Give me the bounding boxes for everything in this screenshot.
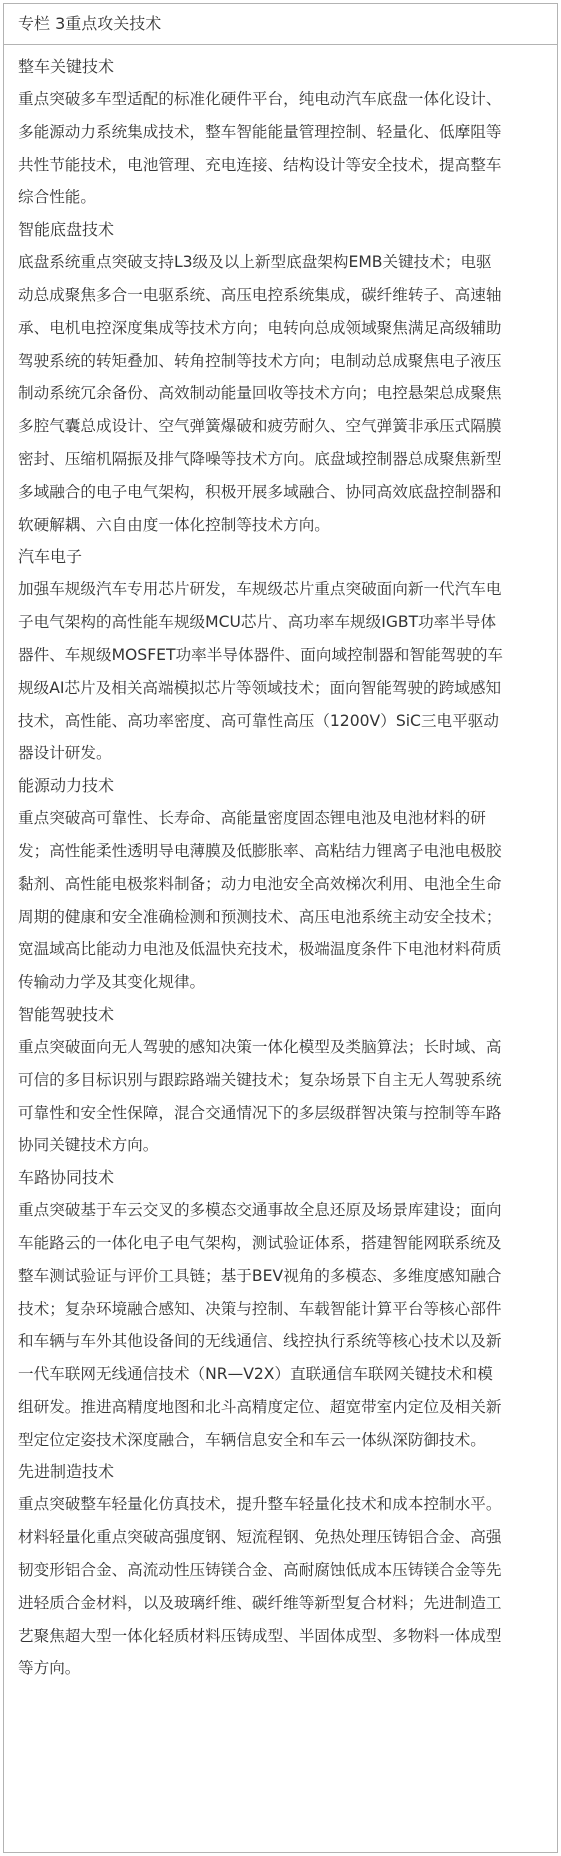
section-heading: 汽车电子	[18, 547, 83, 567]
body-line: 制动系统冗余备份、高效制动能量回收等技术方向；电控悬架总成聚焦	[18, 384, 502, 403]
body-line: 型定位定姿技术深度融合，车辆信息安全和车云一体纵深防御技术。	[18, 1430, 486, 1449]
body-line: 驾驶系统的转矩叠加、转角控制等技术方向；电制动总成聚焦电子液压	[18, 351, 502, 370]
section	[18, 770, 543, 999]
body-line: 周期的健康和安全准确检测和预测技术、高压电池系统主动安全技术；	[18, 907, 502, 926]
body-line: 材料轻量化重点突破高强度钢、短流程钢、免热处理压铸铝合金、高强	[18, 1528, 502, 1547]
section-heading: 智能驾驶技术	[18, 1004, 115, 1024]
body-line: 规级AI芯片及相关高端模拟芯片等领域技术；面向智能驾驶的跨域感知	[18, 678, 502, 697]
section-body	[18, 246, 543, 541]
body-line: 承、电机电控深度集成等技术方向；电转向总成领域聚焦满足高级辅助	[18, 318, 502, 337]
body-line: 组研发。推进高精度地图和北斗高精度定位、超宽带室内定位及相关新	[18, 1397, 502, 1416]
section-body	[18, 83, 543, 214]
body-line: 重点突破基于车云交叉的多模态交通事故全息还原及场景库建设；面向	[18, 1201, 502, 1220]
section	[18, 999, 543, 1162]
body-line: 一代车联网无线通信技术（NR—V2X）直联通信车联网关键技术和模	[18, 1365, 493, 1384]
body-line: 协同关键技术方向。	[18, 1136, 159, 1155]
section-body	[18, 1194, 543, 1456]
body-line: 宽温域高比能动力电池及低温快充技术，极端温度条件下电池材料荷质	[18, 940, 502, 959]
body-line: 技术；复杂环境融合感知、决策与控制、车载智能计算平台等核心部件	[18, 1299, 502, 1318]
body-line: 发；高性能柔性透明导电薄膜及低膨胀率、高粘结力锂离子电池电极胶	[18, 841, 502, 860]
body-line: 等方向。	[18, 1659, 81, 1678]
body-line: 可信的多目标识别与跟踪路端关键技术；复杂场景下自主无人驾驶系统	[18, 1070, 502, 1089]
body-line: 加强车规级汽车专用芯片研发，车规级芯片重点突破面向新一代汽车电	[18, 580, 502, 599]
body-line: 重点突破面向无人驾驶的感知决策一体化模型及类脑算法；长时域、高	[18, 1037, 502, 1056]
section	[18, 1456, 543, 1685]
section-heading: 智能底盘技术	[18, 220, 115, 240]
body-line: 黏剂、高性能电极浆料制备；动力电池安全高效梯次利用、电池全生命	[18, 874, 502, 893]
body-line: 重点突破整车轻量化仿真技术，提升整车轻量化技术和成本控制水平。	[18, 1495, 502, 1514]
body-line: 和车辆与车外其他设备间的无线通信、线控执行系统等核心技术以及新	[18, 1332, 502, 1351]
body-line: 技术，高性能、高功率密度、高可靠性高压（1200V）SiC三电平驱动	[18, 711, 499, 730]
body-line: 进轻质合金材料，以及玻璃纤维、碳纤维等新型复合材料；先进制造工	[18, 1593, 502, 1612]
body-line: 艺聚焦超大型一体化轻质材料压铸成型、半固体成型、多物料一体成型	[18, 1626, 502, 1645]
body-line: 整车测试验证与评价工具链；基于BEV视角的多模态、多维度感知融合	[18, 1266, 502, 1285]
body-line: 共性节能技术，电池管理、充电连接、结构设计等安全技术，提高整车	[18, 155, 502, 174]
body-line: 车能路云的一体化电子电气架构，测试验证体系，搭建智能网联系统及	[18, 1233, 502, 1252]
section-heading: 先进制造技术	[18, 1462, 115, 1482]
section-heading: 能源动力技术	[18, 776, 115, 796]
section-heading: 整车关键技术	[18, 57, 115, 76]
section	[18, 1162, 543, 1456]
body-line: 综合性能。	[18, 188, 96, 207]
panel-title: 专栏 3重点攻关技术	[4, 4, 557, 45]
feature-panel	[3, 3, 558, 1853]
body-line: 动总成聚焦多合一电驱系统、高压电控系统集成，碳纤维转子、高速轴	[18, 285, 502, 304]
body-line: 传输动力学及其变化规律。	[18, 973, 206, 992]
body-line: 重点突破高可靠性、长寿命、高能量密度固态锂电池及电池材料的研	[18, 809, 486, 828]
body-line: 重点突破多车型适配的标准化硬件平台，纯电动汽车底盘一体化设计、	[18, 90, 502, 108]
body-line: 多域融合的电子电气架构，积极开展多域融合、协同高效底盘控制器和	[18, 482, 502, 501]
section	[18, 541, 543, 770]
body-line: 器设计研发。	[18, 744, 112, 763]
body-line: 密封、压缩机隔振及排气降噪等技术方向。底盘域控制器总成聚焦新型	[18, 449, 502, 468]
section-body	[18, 573, 543, 770]
body-line: 可靠性和安全性保障，混合交通情况下的多层级群智决策与控制等车路	[18, 1103, 502, 1122]
body-line: 多腔气囊总成设计、空气弹簧爆破和疲劳耐久、空气弹簧非承压式隔膜	[18, 417, 502, 436]
body-line: 子电气架构的高性能车规级MCU芯片、高功率车规级IGBT功率半导体	[18, 613, 497, 632]
section	[18, 51, 543, 214]
body-line: 多能源动力系统集成技术，整车智能能量管理控制、轻量化、低摩阻等	[18, 122, 502, 141]
section	[18, 214, 543, 541]
body-line: 韧变形铝合金、高流动性压铸镁合金、高耐腐蚀低成本压铸镁合金等先	[18, 1561, 502, 1580]
section-body	[18, 1031, 543, 1162]
body-line: 底盘系统重点突破支持L3级及以上新型底盘架构EMB关键技术；电驱	[18, 253, 492, 272]
section-body	[18, 802, 543, 999]
panel-content	[4, 45, 557, 1685]
body-line: 软硬解耦、六自由度一体化控制等技术方向。	[18, 515, 330, 534]
section-body	[18, 1488, 543, 1685]
body-line: 器件、车规级MOSFET功率半导体器件、面向域控制器和智能驾驶的车	[18, 645, 504, 664]
section-heading: 车路协同技术	[18, 1168, 115, 1188]
